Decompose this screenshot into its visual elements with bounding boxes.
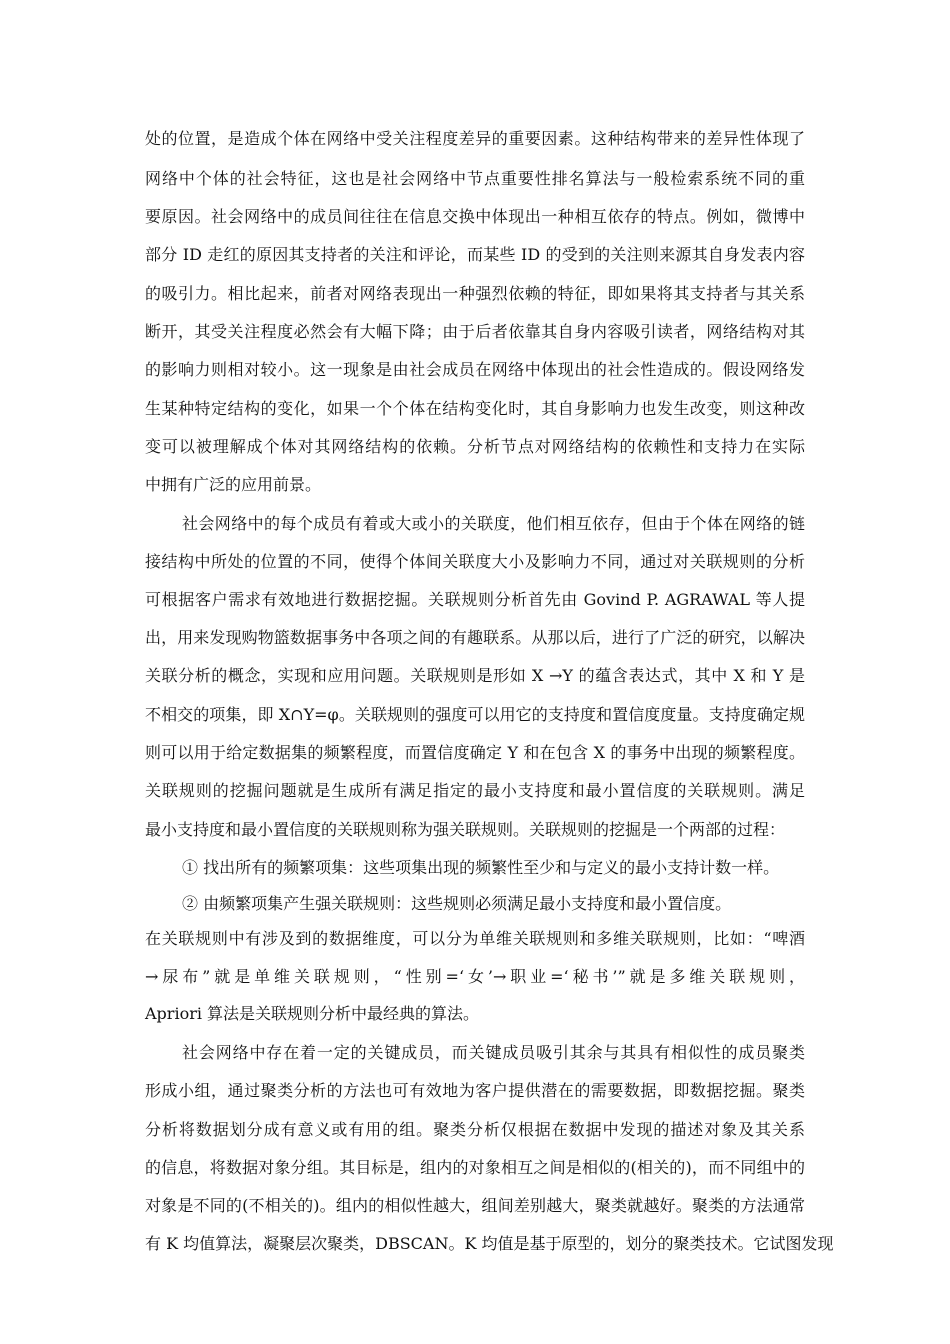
text-line: 接结构中所处的位置的不同，使得个体间关联度大小及影响力不同，通过对关联规则的分析 [145,552,805,571]
text-line: 中拥有广泛的应用前景。 [145,475,322,494]
list-item: ① 找出所有的频繁项集：这些项集出现的频繁性至少和与定义的最小支持计数一样。 [182,858,780,877]
text-line: 部分 ID 走红的原因其支持者的关注和评论，而某些 ID 的受到的关注则来源其自身发表内容 [145,245,805,264]
text-line: 断开，其受关注程度必然会有大幅下降；由于后者依靠其自身内容吸引读者，网络结构对其 [145,322,805,341]
text-line: 社会网络中存在着一定的关键成员，而关键成员吸引其余与其具有相似性的成员聚类 [182,1043,805,1062]
text-line: →尿布”就是单维关联规则，“性别=‘女’→职业=‘秘书’”就是多维关联规则， [145,967,805,986]
text-line: 可根据客户需求有效地进行数据挖掘。关联规则分析首先由 Govind P. AGRAWAL 等人提 [145,590,805,609]
list-item: ② 由频繁项集产生强关联规则：这些规则必须满足最小支持度和最小置信度。 [182,894,732,913]
text-line: 社会网络中的每个成员有着或大或小的关联度，他们相互依存，但由于个体在网络的链 [182,514,805,533]
text-line: 变可以被理解成个体对其网络结构的依赖。分析节点对网络结构的依赖性和支持力在实际 [145,437,805,456]
text-line: 处的位置，是造成个体在网络中受关注程度差异的重要因素。这种结构带来的差异性体现了 [145,129,805,148]
text-line: 则可以用于给定数据集的频繁程度，而置信度确定 Y 和在包含 X 的事务中出现的频繁程度。 [145,743,805,762]
text-line: 关联规则的挖掘问题就是生成所有满足指定的最小支持度和最小置信度的关联规则。满足 [145,781,805,800]
text-line: 要原因。社会网络中的成员间往往在信息交换中体现出一种相互依存的特点。例如，微博中 [145,207,805,226]
text-line: 形成小组，通过聚类分析的方法也可有效地为客户提供潜在的需要数据，即数据挖掘。聚类 [145,1081,805,1100]
text-line: 对象是不同的(不相关的)。组内的相似性越大，组间差别越大，聚类就越好。聚类的方法通常 [145,1196,805,1215]
text-line: 关联分析的概念，实现和应用问题。关联规则是形如 X →Y 的蕴含表达式，其中 X 和 Y 是 [145,666,805,685]
text-line: 分析将数据划分成有意义或有用的组。聚类分析仅根据在数据中发现的描述对象及其关系 [145,1120,805,1139]
text-line: 生某种特定结构的变化，如果一个个体在结构变化时，其自身影响力也发生改变，则这种改 [145,399,805,418]
text-line: 不相交的项集，即 X∩Y=φ。关联规则的强度可以用它的支持度和置信度度量。支持度确定规 [145,705,805,724]
text-line: 出，用来发现购物篮数据事务中各项之间的有趣联系。从那以后，进行了广泛的研究，以解决 [145,628,805,647]
text-line: 在关联规则中有涉及到的数据维度，可以分为单维关联规则和多维关联规则，比如：“啤酒 [145,929,805,948]
text-line: 的吸引力。相比起来，前者对网络表现出一种强烈依赖的特征，即如果将其支持者与其关系 [145,284,805,303]
text-line: 有 K 均值算法，凝聚层次聚类，DBSCAN。K 均值是基于原型的，划分的聚类技术。它试图发现 [145,1234,834,1253]
text-line: 的影响力则相对较小。这一现象是由社会成员在网络中体现出的社会性造成的。假设网络发 [145,360,805,379]
text-line: 最小支持度和最小置信度的关联规则称为强关联规则。关联规则的挖掘是一个两部的过程： [145,820,786,839]
text-line: 的信息，将数据对象分组。其目标是，组内的对象相互之间是相似的(相关的)，而不同组中的 [145,1158,805,1177]
text-line: 网络中个体的社会特征，这也是社会网络中节点重要性排名算法与一般检索系统不同的重 [145,169,805,188]
text-line: Apriori 算法是关联规则分析中最经典的算法。 [145,1004,480,1023]
